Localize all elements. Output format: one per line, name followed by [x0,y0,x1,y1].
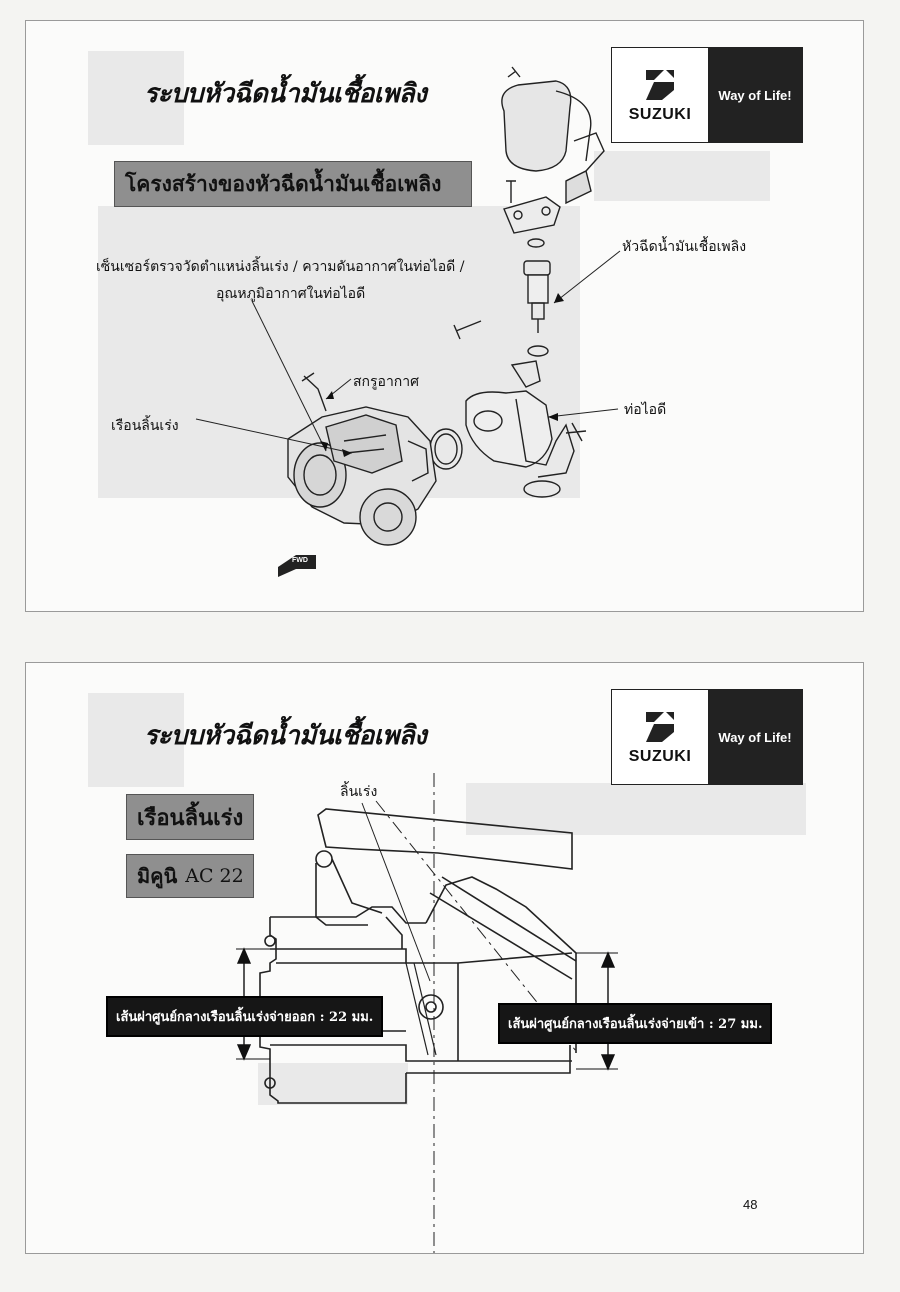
slide-throttle-body [25,662,864,1254]
intake-pipe-label: ท่อไอดี [624,402,667,418]
exploded-view-diagram [26,21,863,611]
inlet-diameter-label: เส้นผ่าศูนย์กลางเรือนลิ้นเร่งจ่ายเข้า : 27 มม. [498,1003,772,1044]
outlet-diameter-label: เส้นผ่าศูนย์กลางเรือนลิ้นเร่งจ่ายออก : 22 มม. [106,996,383,1037]
slide-title: ระบบหัวฉีดน้ำมันเชื้อเพลิง [144,79,427,109]
throttle-body-label: เรือนลิ้นเร่ง [111,418,179,434]
model-name: AC 22 [185,865,244,887]
slide-title: ระบบหัวฉีดน้ำมันเชื้อเพลิง [144,721,427,751]
page-number: 48 [743,1197,758,1212]
slide-fuel-injection-structure [25,20,864,612]
logo-brand: SUZUKI [628,748,692,765]
fwd-label: FWD [292,557,308,564]
throttle-body-banner: เรือนลิ้นเร่ง [126,794,254,840]
throttle-body-cross-section [26,663,863,1253]
logo-tagline: Way of Life! [708,48,802,142]
sensor-label-line2: อุณหภูมิอากาศในท่อไอดี [216,286,366,302]
injector-label: หัวฉีดน้ำมันเชื้อเพลิง [622,239,747,255]
air-screw-label: สกรูอากาศ [353,374,420,390]
section-banner: โครงสร้างของหัวฉีดน้ำมันเชื้อเพลิง [114,161,472,207]
manufacturer-name: มิคูนิ [137,864,178,888]
logo-brand: SUZUKI [628,106,692,123]
logo-tagline: Way of Life! [708,690,802,784]
sensor-label-line1: เซ็นเซอร์ตรวจวัดตำแหน่งลิ้นเร่ง / ความดันอากาศในท่อไอดี / [96,259,465,275]
throttle-valve-label: ลิ้นเร่ง [340,784,378,800]
